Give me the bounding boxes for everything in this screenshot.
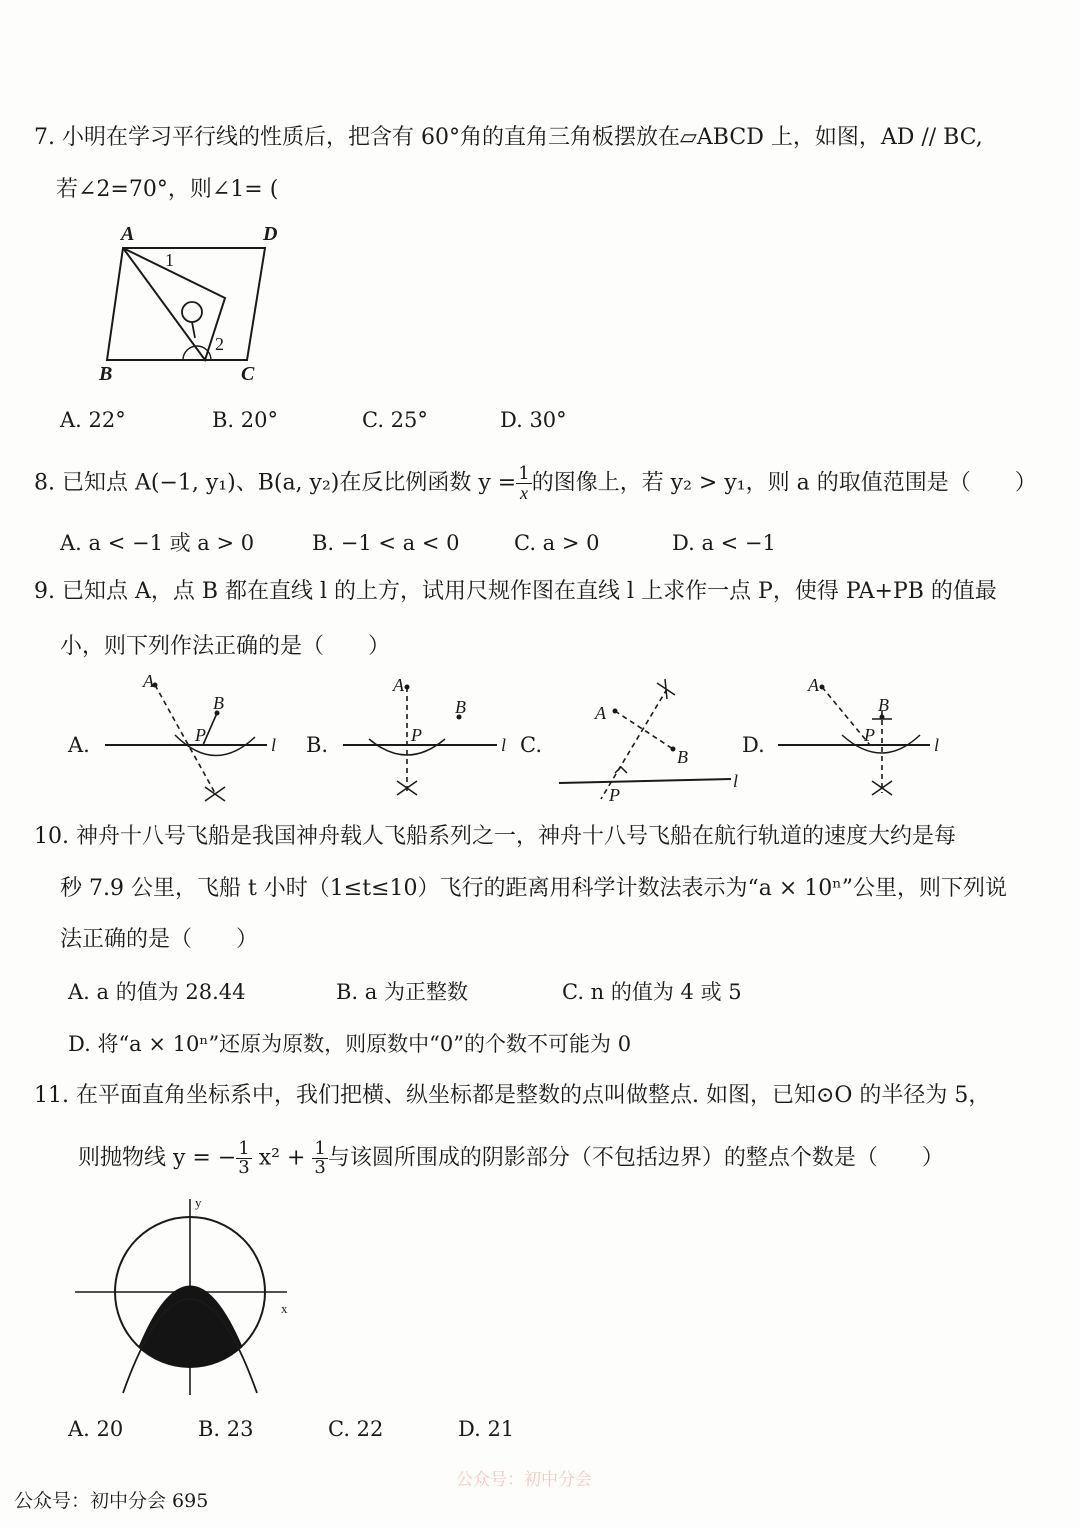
q9d-label-A: A	[808, 675, 819, 695]
q9-option-d-letter[interactable]: D.	[742, 733, 765, 757]
q9a-label-P: P	[195, 725, 206, 745]
q8-stem	[34, 465, 1037, 502]
q7-option-a[interactable]: A. 22°	[60, 408, 126, 432]
q11-option-a[interactable]: A. 20	[68, 1417, 124, 1441]
q9c-label-A: A	[595, 703, 606, 723]
q11-f2-num: 1	[314, 1138, 326, 1159]
q7-angle-1: 1	[165, 250, 174, 270]
q9b-label-A: A	[393, 675, 404, 695]
q10-option-c[interactable]: C. n 的值为 4 或 5	[562, 980, 742, 1004]
q11-stem-pre: 则抛物线 y = −	[78, 1145, 237, 1171]
q7-label-A: A	[121, 223, 135, 245]
q9b-label-P: P	[411, 725, 422, 745]
q11-stem-line2	[78, 1140, 944, 1177]
q7-option-d[interactable]: D. 30°	[500, 408, 567, 432]
q11-fraction-1	[236, 1140, 251, 1177]
q11-f1-den: 3	[238, 1157, 250, 1178]
q9-figure-c	[555, 675, 750, 810]
q8-stem-post: 的图像上，若 y₂ > y₁，则 a 的取值范围是（ ）	[531, 470, 1037, 496]
q7-stem-line2: 若∠2=70°，则∠1= (	[56, 177, 279, 202]
q8-option-a[interactable]: A. a < −1 或 a > 0	[60, 531, 255, 555]
q9-figure-a	[105, 671, 285, 805]
q10-option-a[interactable]: A. a 的值为 28.44	[68, 980, 246, 1004]
q8-frac-num: 1	[518, 463, 530, 484]
q7-parallelogram-figure	[95, 220, 295, 390]
q7-stem-line1: 7. 小明在学习平行线的性质后，把含有 60°角的直角三角板摆放在▱ABCD 上，如图，AD // BC,	[34, 125, 983, 150]
q9d-label-l: l	[934, 735, 940, 755]
q10-option-b[interactable]: B. a 为正整数	[336, 980, 468, 1004]
q9-option-c-letter[interactable]: C.	[520, 733, 542, 757]
q11-option-b[interactable]: B. 23	[198, 1417, 254, 1441]
q9c-label-l: l	[733, 771, 739, 791]
q9-figure-d	[778, 675, 953, 805]
q11-stem-line1: 11. 在平面直角坐标系中，我们把横、纵坐标都是整数的点叫做整点. 如图，已知⊙O 的半径为 5，	[34, 1083, 991, 1108]
q11-fraction-2	[312, 1140, 327, 1177]
q10-stem-line2: 秒 7.9 公里，飞船 t 小时（1≤t≤10）飞行的距离用科学计数法表示为“a × 10ⁿ”公里，则下列说	[60, 876, 1008, 901]
q11-circle-parabola-figure	[75, 1195, 300, 1400]
q9b-label-l: l	[501, 735, 507, 755]
q9d-label-P: P	[864, 725, 875, 745]
q7-option-c[interactable]: C. 25°	[362, 408, 428, 432]
q7-option-b[interactable]: B. 20°	[212, 408, 279, 432]
q7-label-D: D	[263, 223, 278, 245]
watermark: 公众号：初中分会	[456, 1470, 592, 1490]
q9d-label-B: B	[878, 695, 889, 715]
q11-stem-post: 与该圆所围成的阴影部分（不包括边界）的整点个数是（ ）	[327, 1145, 944, 1171]
q7-label-C: C	[241, 363, 255, 385]
q11-axis-y: y	[195, 1195, 202, 1210]
q8-fraction	[516, 465, 531, 502]
q9-stem-line2: 小，则下列作法正确的是（ ）	[60, 634, 391, 659]
q8-option-c[interactable]: C. a > 0	[514, 531, 600, 555]
q9c-label-B: B	[677, 747, 688, 767]
q8-option-d[interactable]: D. a < −1	[672, 531, 776, 555]
q11-option-d[interactable]: D. 21	[458, 1417, 515, 1441]
q8-option-b[interactable]: B. −1 < a < 0	[312, 531, 460, 555]
footer-label: 公众号：初中分会 695	[14, 1490, 209, 1512]
q9a-label-l: l	[271, 735, 277, 755]
q10-stem-line1: 10. 神舟十八号飞船是我国神舟载人飞船系列之一，神舟十八号飞船在航行轨道的速度大约是每	[34, 824, 956, 849]
q9-option-b-letter[interactable]: B.	[306, 733, 329, 757]
q11-axis-x: x	[281, 1301, 288, 1316]
q7-angle-2: 2	[215, 334, 224, 354]
q7-label-B: B	[99, 363, 113, 385]
q11-option-c[interactable]: C. 22	[328, 1417, 384, 1441]
q9-figure-b	[343, 675, 518, 805]
q9a-label-B: B	[213, 693, 224, 713]
q8-stem-pre: 8. 已知点 A(−1, y₁)、B(a, y₂)在反比例函数 y =	[34, 470, 517, 496]
q9-stem-line1: 9. 已知点 A，点 B 都在直线 l 的上方，试用尺规作图在直线 l 上求作一点 P，使得 PA+PB 的值最	[34, 579, 997, 604]
q9-option-a-letter[interactable]: A.	[68, 733, 90, 757]
q11-f2-den: 3	[314, 1157, 326, 1178]
q9c-label-P: P	[609, 785, 620, 805]
q9b-label-B: B	[455, 697, 466, 717]
q11-stem-mid: x² +	[258, 1145, 306, 1171]
q10-stem-line3: 法正确的是（ ）	[60, 927, 259, 952]
q9a-label-A: A	[143, 671, 154, 691]
q11-f1-num: 1	[238, 1138, 250, 1159]
q8-frac-den: x	[519, 483, 528, 503]
q10-option-d[interactable]: D. 将“a × 10ⁿ”还原为原数，则原数中“0”的个数不可能为 0	[68, 1032, 632, 1056]
